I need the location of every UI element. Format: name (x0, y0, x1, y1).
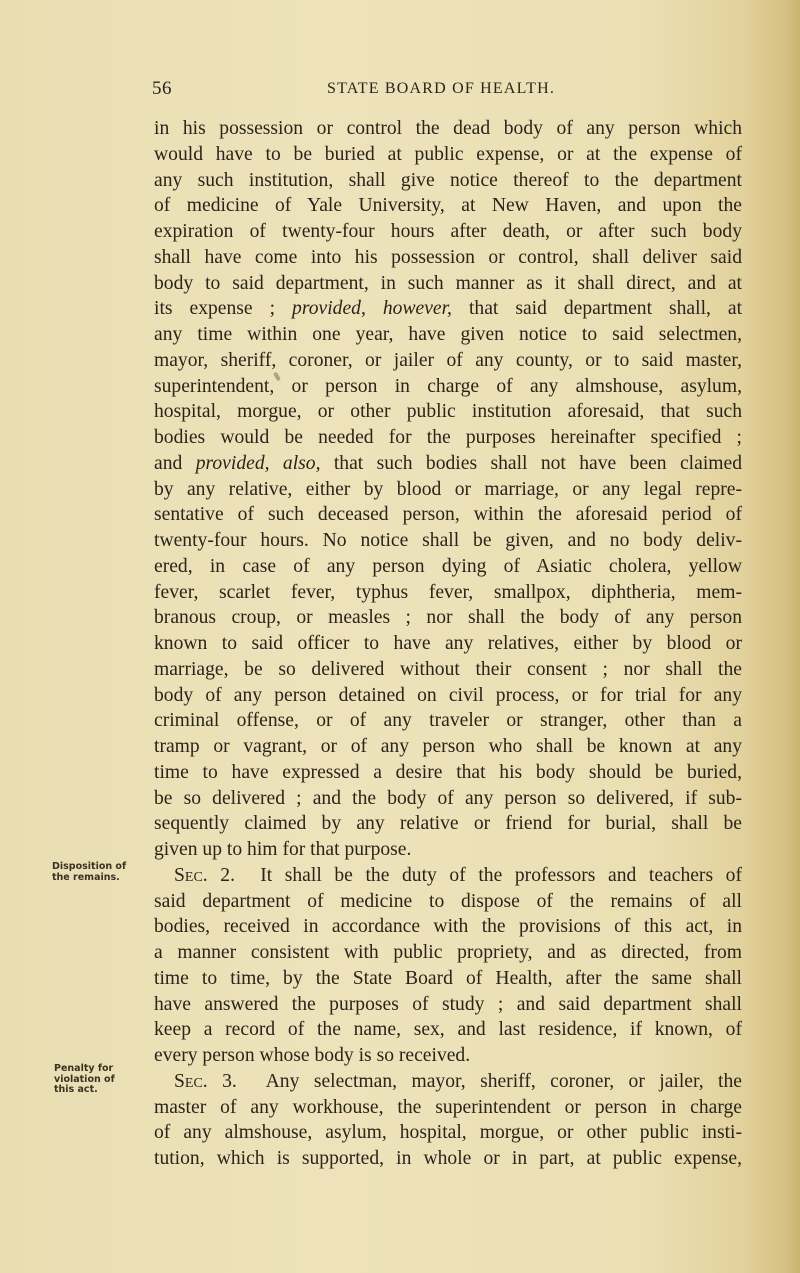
text-line (154, 863, 742, 889)
text-line: would have to be buried at public expense, or at the expense of (154, 143, 742, 165)
text-line: twenty-four hours. No notice shall be given, and no body deliv- (154, 530, 742, 551)
page-number: 56 (152, 78, 172, 99)
text-line: expiration of twenty-four hours after death, or after such body (154, 221, 742, 242)
marginal-note-line: Disposition of (52, 861, 127, 872)
text-line: criminal offense, or of any traveler or stranger, other than a (154, 710, 742, 732)
marginal-note-line: violation of (54, 1073, 115, 1085)
text-line: marriage, be so delivered without their consent ; nor shall the (154, 658, 742, 680)
text-segment: that such bodies shall not have been claimed (333, 452, 743, 474)
text-line: any such institution, shall give notice thereof to the department (154, 169, 742, 191)
text-line: keep a record of the name, sex, and last residence, if known, of (154, 1019, 742, 1041)
text-line: have answered the purposes of study ; and said department shall (154, 993, 742, 1015)
text-line: a manner consistent with public propriety, and as directed, from (154, 942, 742, 963)
marginal-note-disposition (52, 862, 162, 883)
page-header (152, 78, 742, 102)
marginal-note-line: Penalty for (54, 1063, 114, 1074)
text-line: bodies, received in accordance with the provisions of this act, in (154, 916, 742, 938)
text-line: bodies would be needed for the purposes hereinafter specified ; (154, 427, 742, 448)
text-line: fever, scarlet fever, typhus fever, smallpox, diphtheria, mem- (154, 581, 742, 603)
text-line: every person whose body is so received. (154, 1045, 471, 1066)
running-head: STATE BOARD OF HEALTH. (327, 80, 556, 97)
text-line: tramp or vagrant, or of any person who shall be known at any (154, 736, 742, 757)
text-line: hospital, morgue, or other public institution aforesaid, that such (154, 401, 742, 423)
section-label: Sec. 2. (174, 864, 235, 886)
text-line: master of any workhouse, the superintendent or person in charge (154, 1096, 742, 1118)
italic-text: provided, (195, 452, 270, 474)
text-segment: Any selectman, mayor, sheriff, coroner, or jailer, the (265, 1070, 742, 1092)
text-line: time to have expressed a desire that his body should be buried, (154, 761, 742, 783)
text-line: branous croup, or measles ; nor shall the body of any person (154, 607, 742, 629)
text-line (154, 451, 742, 477)
text-line: given up to him for that purpose. (154, 839, 412, 860)
italic-text: provided, however, (292, 298, 452, 320)
text-segment: It shall be the duty of the professors and teachers of (260, 864, 743, 886)
text-line: mayor, sheriff, coroner, or jailer of any county, or to said master, (154, 349, 742, 371)
marginal-note-penalty (54, 1064, 164, 1096)
text-line: sentative of such deceased person, within the aforesaid period of (154, 504, 742, 526)
text-line: of medicine of Yale University, at New Haven, and upon the (154, 195, 742, 217)
text-segment: that said department shall, at (468, 298, 743, 320)
text-line: body of any person detained on civil process, or for trial for any (154, 684, 742, 706)
marginal-note-line: this act. (54, 1084, 98, 1095)
text-line: time to time, by the State Board of Health, after the same shall (154, 967, 742, 989)
text-line: sequently claimed by any relative or friend for burial, shall be (154, 813, 742, 835)
text-line: shall have come into his possession or control, shall deliver said (154, 246, 742, 268)
text-line: any time within one year, have given notice to said selectmen, (154, 324, 742, 345)
text-line: known to said officer to have any relatives, either by blood or (154, 633, 742, 654)
text-line: in his possession or control the dead body of any person which (154, 118, 742, 139)
text-line: be so delivered ; and the body of any person so delivered, if sub- (154, 787, 742, 809)
text-line: by any relative, either by blood or marriage, or any legal repre- (154, 478, 742, 500)
italic-text: also, (282, 452, 321, 474)
text-line (154, 296, 742, 322)
text-line (154, 1069, 742, 1095)
text-line: superintendent, or person in charge of any almshouse, asylum, (154, 375, 742, 397)
marginal-note-line: the remains. (52, 871, 120, 883)
text-line: ered, in case of any person dying of Asiatic cholera, yellow (154, 555, 742, 577)
text-segment: its expense ; (154, 298, 276, 320)
text-segment: and (154, 452, 183, 474)
body-text (154, 116, 742, 1172)
section-label: Sec. 3. (174, 1070, 237, 1092)
text-line: of any almshouse, asylum, hospital, morgue, or other public insti- (154, 1122, 742, 1144)
text-line: said department of medicine to dispose of the remains of all (154, 890, 742, 912)
text-line: body to said department, in such manner as it shall direct, and at (154, 272, 742, 294)
text-line: tution, which is supported, in whole or in part, at public expense, (154, 1148, 742, 1169)
